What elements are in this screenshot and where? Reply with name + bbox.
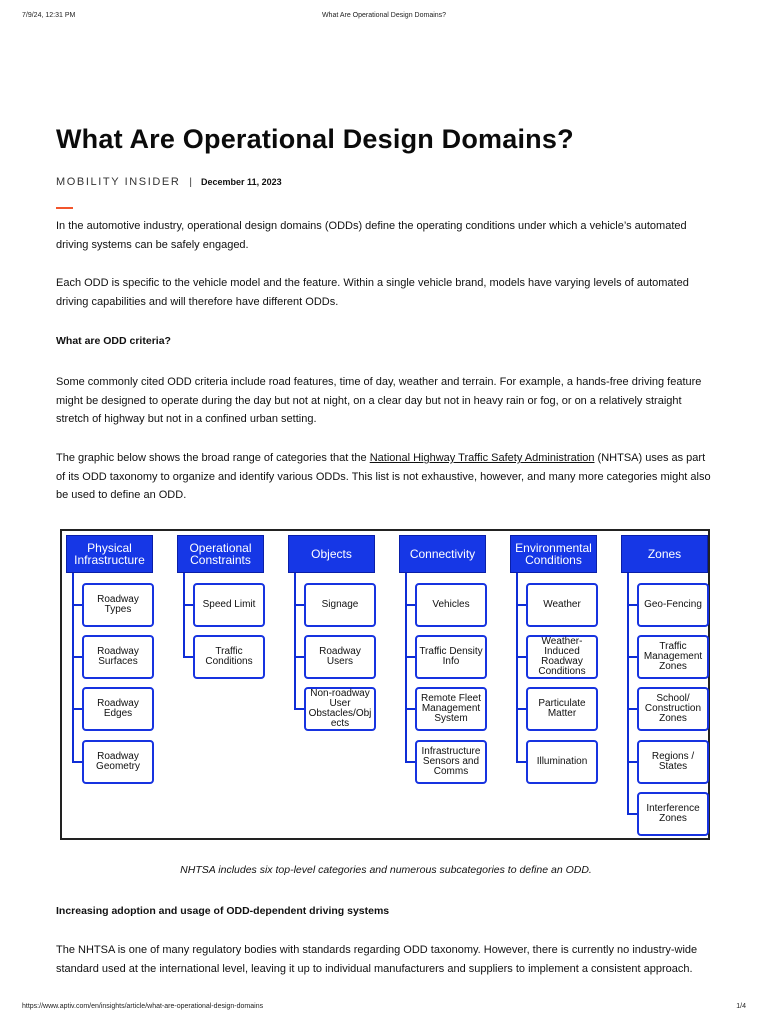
subcategory-connector bbox=[72, 708, 82, 710]
subcategory-connector bbox=[294, 656, 304, 658]
category-header-zones bbox=[621, 535, 708, 573]
subcategory-connector bbox=[627, 604, 637, 606]
subcategory-roadway-types bbox=[82, 583, 154, 627]
subcategory-connector bbox=[405, 761, 415, 763]
category-column-zones bbox=[617, 531, 717, 838]
category-header-text: Constraints bbox=[190, 553, 251, 567]
subcategory-connector bbox=[294, 708, 304, 710]
subcategory-connector bbox=[72, 656, 82, 658]
subcategory-connector bbox=[72, 761, 82, 763]
subcategory-text: Particulate bbox=[538, 698, 586, 709]
odd-taxonomy-diagram bbox=[60, 529, 710, 840]
subcategory-connector bbox=[627, 813, 637, 815]
subcategory-text: Roadway bbox=[97, 698, 139, 709]
subcategory-text: Obstacles/Obj bbox=[308, 708, 372, 719]
column-connector-line bbox=[405, 573, 407, 762]
subcategory-infrastructure-sensors-and-comms bbox=[415, 740, 487, 784]
subcategory-text: System bbox=[434, 713, 468, 724]
subcategory-text: Roadway bbox=[319, 646, 361, 657]
subcategory-text: Zones bbox=[659, 661, 687, 672]
subcategory-vehicles bbox=[415, 583, 487, 627]
subcategory-connector bbox=[183, 604, 193, 606]
subcategory-text: Remote Fleet bbox=[420, 693, 482, 704]
subcategory-text: Zones bbox=[659, 813, 687, 824]
subcategory-text: Geometry bbox=[96, 761, 140, 772]
subcategory-text: Induced bbox=[544, 646, 580, 657]
print-doc-title: What Are Operational Design Domains? bbox=[321, 12, 447, 19]
paragraph-intro: In the automotive industry, operational design domains (ODDs) define the operating conditions under which a vehicle’s automated driving systems can be safely engaged. bbox=[56, 220, 687, 251]
column-connector-line bbox=[516, 573, 518, 762]
subcategory-connector bbox=[405, 708, 415, 710]
column-connector-line bbox=[183, 573, 185, 657]
column-connector-line bbox=[294, 573, 296, 709]
subcategory-text: Management bbox=[421, 703, 481, 714]
figure-caption: NHTSA includes six top-level categories and numerous subcategories to define an ODD. bbox=[180, 864, 592, 876]
category-header-text: Connectivity bbox=[409, 547, 476, 561]
heading-odd-criteria: What are ODD criteria? bbox=[56, 335, 171, 347]
subcategory-text: Construction bbox=[644, 703, 702, 714]
subcategory-text: Traffic bbox=[659, 641, 687, 652]
subcategory-regions-states bbox=[637, 740, 709, 784]
print-page-number: 1/4 bbox=[736, 1003, 746, 1010]
subcategory-weather-induced-roadway-conditions bbox=[526, 635, 598, 679]
paragraph-criteria: Some commonly cited ODD criteria include road features, time of day, weather and terrain. For example, a hands-free driving feature might be designed to operate during the day but not at night, on a clear day but not in heavy rain or fog, or on a relatively straight stretch of highway but not in a confined urban setting. bbox=[56, 376, 702, 425]
subcategory-text: States bbox=[658, 761, 688, 772]
subcategory-text: Infrastructure bbox=[421, 746, 481, 757]
paragraph-graphic-text-1: The graphic below shows the broad range of categories that the bbox=[56, 452, 370, 464]
subcategory-traffic-management-zones bbox=[637, 635, 709, 679]
article-meta bbox=[56, 176, 282, 188]
subcategory-non-roadway-user-obstacles-obj-ects bbox=[304, 687, 376, 731]
subcategory-roadway-users bbox=[304, 635, 376, 679]
subcategory-text: Speed Limit bbox=[202, 599, 256, 610]
subcategory-text: Traffic bbox=[215, 646, 243, 657]
paragraph-graphic bbox=[56, 449, 716, 505]
subcategory-interference-zones bbox=[637, 792, 709, 836]
nhtsa-link[interactable]: National Highway Traffic Safety Administration bbox=[369, 452, 595, 464]
subcategory-connector bbox=[294, 604, 304, 606]
subcategory-text: User bbox=[329, 698, 351, 709]
subcategory-connector bbox=[627, 761, 637, 763]
subcategory-roadway-geometry bbox=[82, 740, 154, 784]
subcategory-text: Vehicles bbox=[432, 599, 470, 610]
category-link[interactable]: MOBILITY INSIDER bbox=[56, 176, 181, 188]
paragraph-nhtsa: The NHTSA is one of many regulatory bodies with standards regarding ODD taxonomy. However, there is currently no industry-wide standard used at the international level, leaving it up to individual manufacturers and suppliers to implement a consistent approach. bbox=[56, 944, 698, 975]
subcategory-text: Non-roadway bbox=[310, 688, 370, 699]
category-header-environmental-conditions bbox=[510, 535, 597, 573]
subcategory-text: Zones bbox=[659, 713, 687, 724]
subcategory-connector bbox=[405, 656, 415, 658]
subcategory-traffic-conditions bbox=[193, 635, 265, 679]
print-footer bbox=[22, 1003, 746, 1015]
subcategory-traffic-density-info bbox=[415, 635, 487, 679]
subcategory-text: Users bbox=[326, 656, 354, 667]
category-header-physical-infrastructure bbox=[66, 535, 153, 573]
subcategory-text: Weather bbox=[543, 599, 581, 610]
print-header bbox=[22, 12, 746, 24]
heading-adoption: Increasing adoption and usage of ODD-dependent driving systems bbox=[56, 905, 390, 917]
subcategory-text: Conditions bbox=[538, 666, 586, 677]
subcategory-text: Signage bbox=[321, 599, 359, 610]
column-connector-line bbox=[627, 573, 629, 814]
category-header-connectivity bbox=[399, 535, 486, 573]
category-header-text: Physical bbox=[87, 541, 132, 555]
subcategory-connector bbox=[405, 604, 415, 606]
category-header-objects bbox=[288, 535, 375, 573]
category-header-operational-constraints bbox=[177, 535, 264, 573]
paragraph-graphic-text-2: (NHTSA) uses as part of its ODD taxonomy to organize and identify various ODDs. This list is not exhaustive, however, and many more categories might also be used to define an ODD. bbox=[56, 452, 711, 501]
subcategory-school-construction-zones bbox=[637, 687, 709, 731]
publish-date: December 11, 2023 bbox=[201, 177, 282, 187]
print-url: https://www.aptiv.com/en/insights/article/what-are-operational-design-domains bbox=[22, 1003, 264, 1010]
subcategory-text: Illumination bbox=[536, 756, 588, 767]
subcategory-text: Roadway bbox=[541, 656, 583, 667]
subcategory-text: Roadway bbox=[97, 646, 139, 657]
subcategory-connector bbox=[183, 656, 193, 658]
subcategory-text: Management bbox=[643, 651, 703, 662]
subcategory-text: Conditions bbox=[205, 656, 253, 667]
category-column-environmental-conditions bbox=[506, 531, 606, 838]
category-column-objects bbox=[284, 531, 384, 838]
subcategory-text: Sensors and bbox=[422, 756, 480, 767]
article-title: What Are Operational Design Domains? bbox=[56, 124, 574, 154]
meta-separator: | bbox=[189, 177, 193, 188]
column-connector-line bbox=[72, 573, 74, 762]
paragraph-specific: Each ODD is specific to the vehicle model and the feature. Within a single vehicle brand, models have varying levels of automated driving capabilities and will therefore have different ODDs. bbox=[56, 277, 689, 308]
subcategory-connector bbox=[516, 708, 526, 710]
category-column-operational-constraints bbox=[173, 531, 273, 838]
category-header-text: Environmental bbox=[515, 541, 592, 555]
subcategory-connector bbox=[516, 656, 526, 658]
category-column-physical-infrastructure bbox=[62, 531, 162, 838]
category-header-text: Objects bbox=[311, 547, 352, 561]
subcategory-connector bbox=[627, 708, 637, 710]
subcategory-text: Regions / bbox=[651, 751, 695, 762]
subcategory-remote-fleet-management-system bbox=[415, 687, 487, 731]
category-column-connectivity bbox=[395, 531, 495, 838]
subcategory-geo-fencing bbox=[637, 583, 709, 627]
subcategory-text: Comms bbox=[433, 766, 469, 777]
subcategory-particulate-matter bbox=[526, 687, 598, 731]
subcategory-roadway-surfaces bbox=[82, 635, 154, 679]
subcategory-text: Matter bbox=[547, 708, 577, 719]
subcategory-text: Edges bbox=[103, 708, 133, 719]
subcategory-signage bbox=[304, 583, 376, 627]
accent-rule bbox=[56, 207, 73, 209]
category-header-text: Operational bbox=[189, 541, 252, 555]
subcategory-connector bbox=[627, 656, 637, 658]
subcategory-weather bbox=[526, 583, 598, 627]
category-header-text: Infrastructure bbox=[74, 553, 145, 567]
category-header-text: Conditions bbox=[525, 553, 582, 567]
subcategory-connector bbox=[72, 604, 82, 606]
subcategory-connector bbox=[516, 604, 526, 606]
subcategory-illumination bbox=[526, 740, 598, 784]
subcategory-text: Roadway bbox=[97, 594, 139, 605]
subcategory-connector bbox=[516, 761, 526, 763]
subcategory-text: Roadway bbox=[97, 751, 139, 762]
subcategory-text: Geo-Fencing bbox=[644, 599, 702, 610]
category-header-text: Zones bbox=[647, 547, 682, 561]
subcategory-text: School/ bbox=[656, 693, 690, 704]
subcategory-text: Weather- bbox=[541, 636, 583, 647]
subcategory-text: ects bbox=[330, 718, 350, 729]
subcategory-text: Surfaces bbox=[98, 656, 138, 667]
print-datetime: 7/9/24, 12:31 PM bbox=[22, 12, 76, 19]
subcategory-text: Interference bbox=[646, 803, 700, 814]
subcategory-text: Traffic Density bbox=[419, 646, 483, 657]
subcategory-text: Info bbox=[442, 656, 460, 667]
subcategory-text: Types bbox=[104, 604, 132, 615]
subcategory-roadway-edges bbox=[82, 687, 154, 731]
subcategory-speed-limit bbox=[193, 583, 265, 627]
